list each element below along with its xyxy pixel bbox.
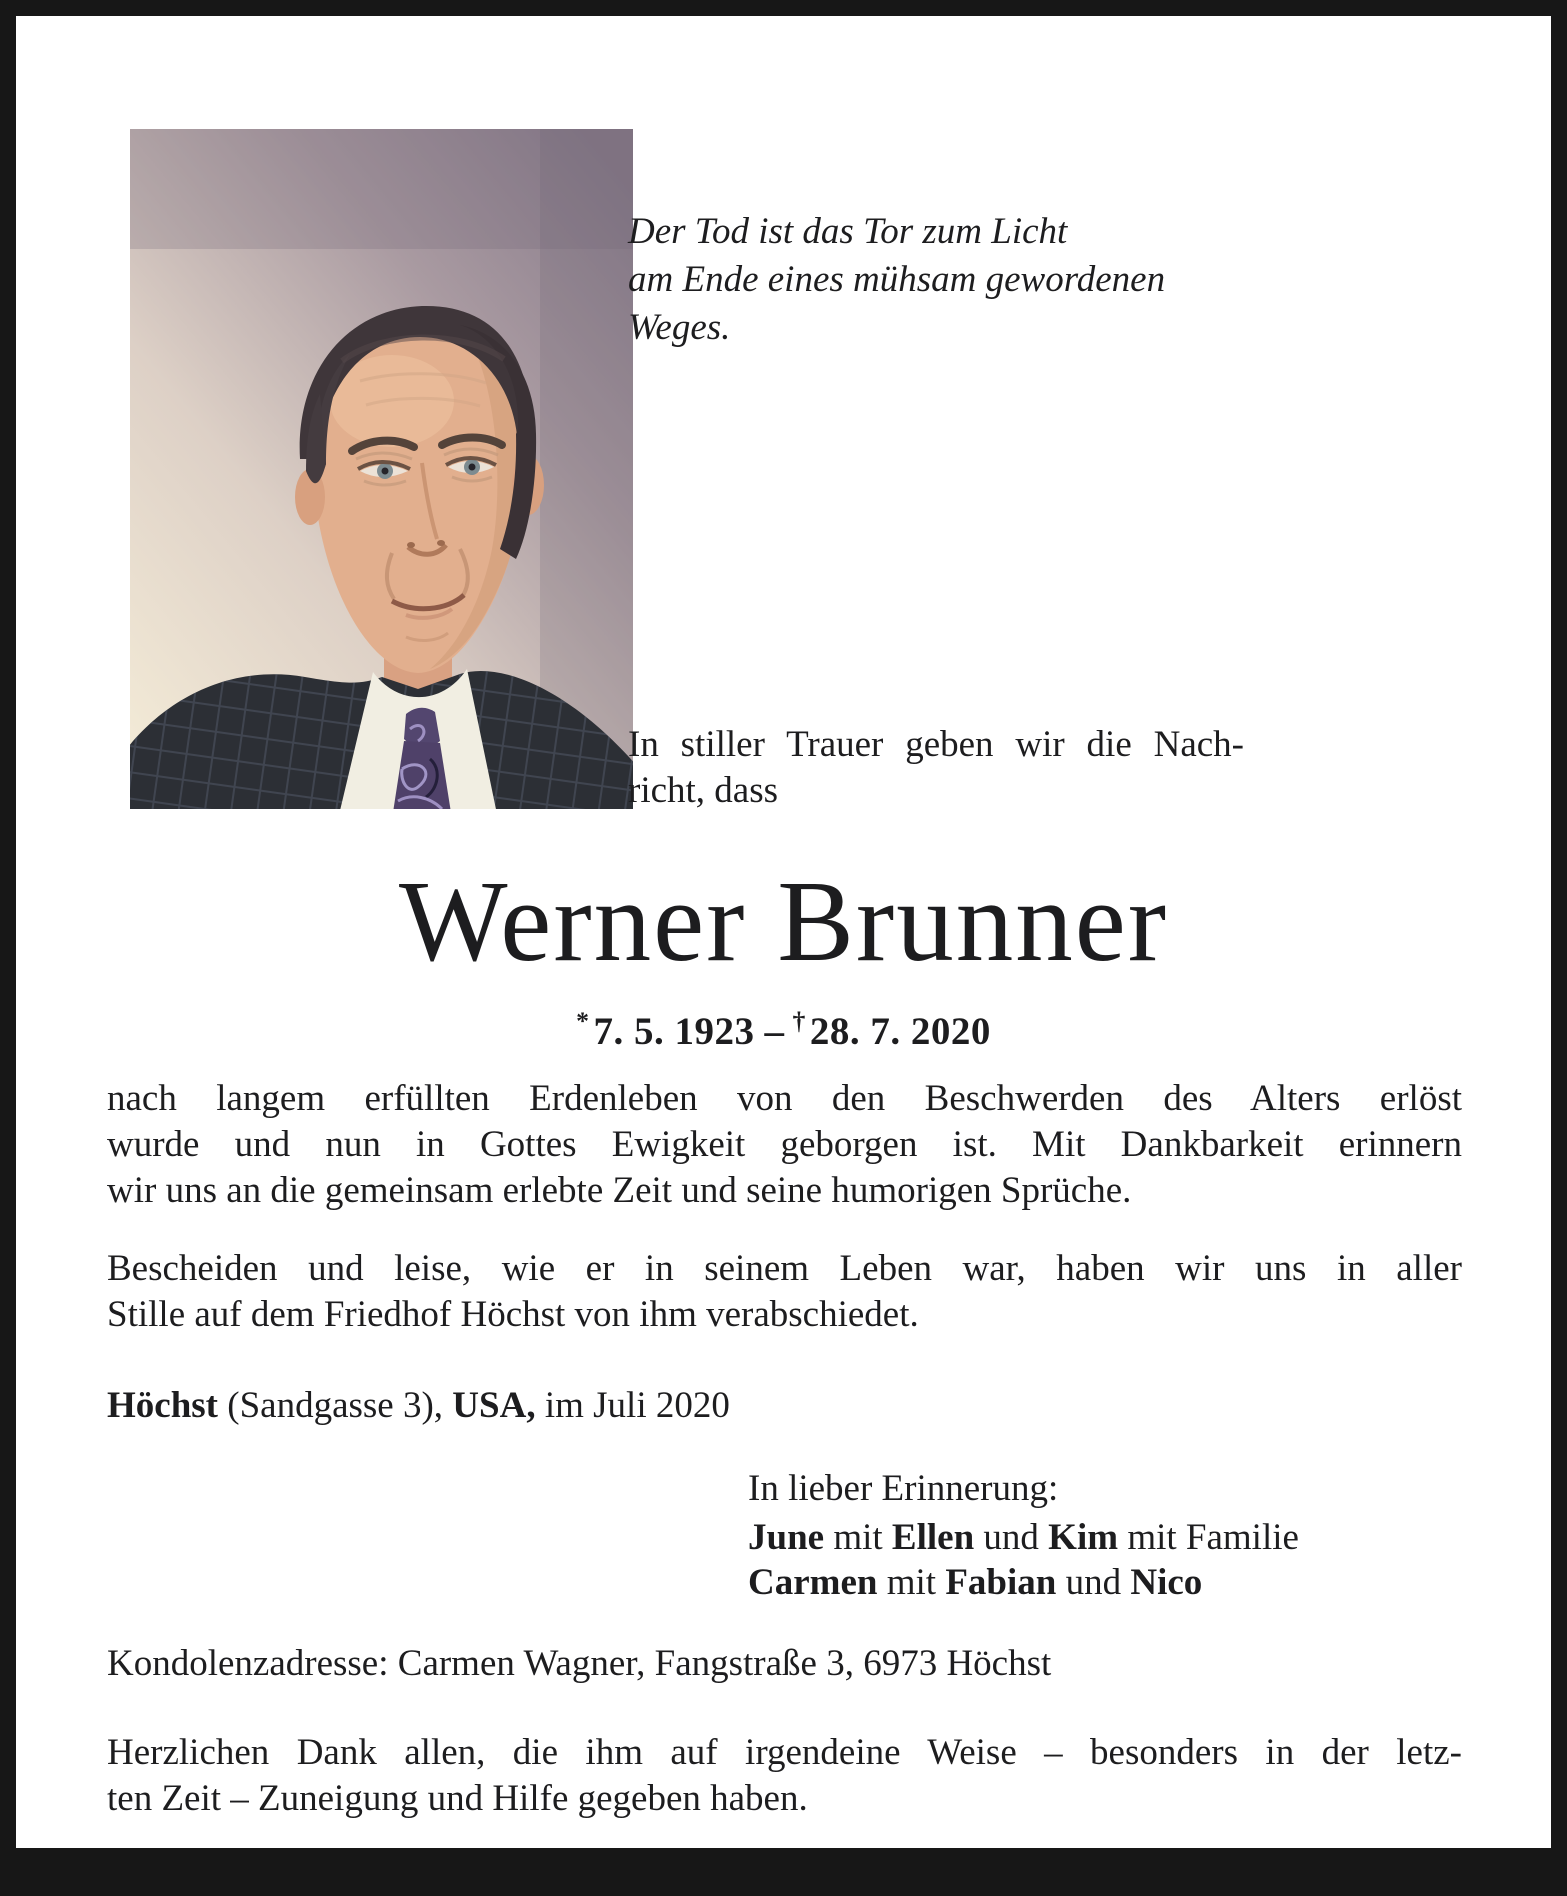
paragraph-line: nach langem erfüllten Erdenleben von den Beschwerden des Alters erlöst: [107, 1078, 1462, 1119]
mourner-connector: mit: [877, 1562, 946, 1603]
obituary-paragraph-1: [107, 1076, 1462, 1214]
life-dates: [16, 998, 1551, 1055]
paragraph-line: ten Zeit – Zuneigung und Hilfe gegeben haben.: [107, 1778, 808, 1819]
birth-star-symbol: *: [576, 1006, 590, 1035]
mourner-connector: mit Familie: [1118, 1517, 1299, 1558]
paragraph-line: wurde und nun in Gottes Ewigkeit geborgen ist. Mit Dankbarkeit erinnern: [107, 1124, 1462, 1165]
paragraph-line: Herzlichen Dank allen, die ihm auf irgendeine Weise – besonders in der letz-: [107, 1732, 1462, 1773]
announcement-intro-line: richt, dass: [628, 770, 779, 811]
place-address: (Sandgasse 3),: [218, 1385, 453, 1426]
mourner-name: Nico: [1130, 1562, 1203, 1603]
place-month: im Juli 2020: [535, 1385, 730, 1426]
birth-date: 7. 5. 1923: [593, 1009, 755, 1053]
announcement-intro-line: In stiller Trauer geben wir die Nach-: [628, 724, 1244, 765]
condolence-address: Kondolenzadresse: Carmen Wagner, Fangstraße 3, 6973 Höchst: [107, 1643, 1052, 1684]
mourner-name: Fabian: [945, 1562, 1057, 1603]
dates-separator: –: [764, 1009, 785, 1053]
deceased-name: Werner Brunner: [398, 858, 1169, 985]
mourner-name: Kim: [1048, 1517, 1119, 1558]
mourner-connector: und: [974, 1517, 1049, 1558]
thanks-paragraph: [107, 1730, 1462, 1822]
mourner-name: Ellen: [891, 1517, 975, 1558]
death-date: 28. 7. 2020: [809, 1009, 991, 1053]
mourners-line: [748, 1515, 1448, 1560]
portrait-photo: [130, 129, 633, 809]
mourner-name: June: [748, 1517, 825, 1558]
paragraph-line: Stille auf dem Friedhof Höchst von ihm verabschiedet.: [107, 1294, 919, 1335]
death-cross-symbol: †: [792, 1006, 806, 1035]
paragraph-line: Bescheiden und leise, wie er in seinem Leben war, haben wir uns in aller: [107, 1248, 1462, 1289]
place-country: USA,: [452, 1385, 536, 1426]
mourner-connector: und: [1056, 1562, 1131, 1603]
epitaph-quote-line: Der Tod ist das Tor zum Licht: [628, 211, 1068, 252]
epitaph-quote-line: am Ende eines mühsam gewordenen Weges.: [628, 259, 1166, 348]
mourner-connector: mit: [824, 1517, 892, 1558]
portrait-illustration: [130, 129, 633, 809]
place-dateline: [107, 1383, 1462, 1429]
obituary-paragraph-2: [107, 1246, 1462, 1338]
mourners-line: [748, 1560, 1448, 1605]
epitaph-quote: [628, 208, 1268, 352]
mourner-name: Carmen: [748, 1562, 878, 1603]
announcement-intro: [628, 722, 1244, 814]
remembrance-heading: In lieber Erinnerung:: [748, 1468, 1059, 1509]
remembrance-block: [748, 1466, 1448, 1605]
paragraph-line: wir uns an die gemeinsam erlebte Zeit und seine humorigen Sprüche.: [107, 1170, 1132, 1211]
place-name: Höchst: [107, 1385, 218, 1426]
card-paper: [16, 16, 1551, 1848]
